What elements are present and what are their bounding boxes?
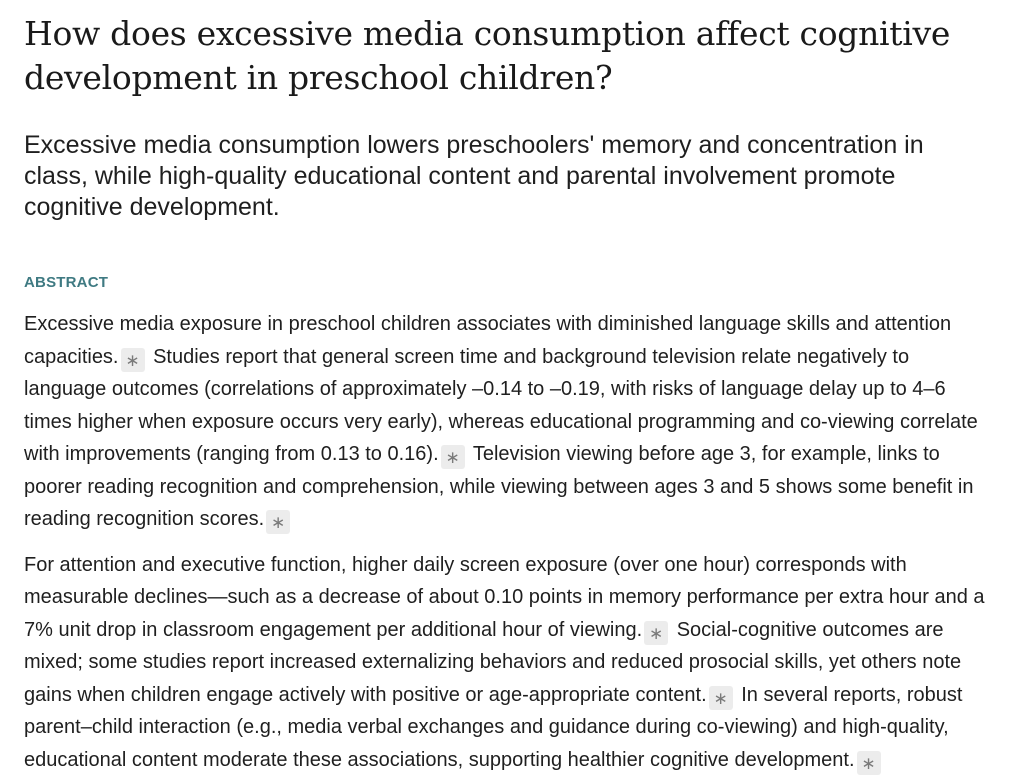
abstract-sentence: In several reports, robust parent–child interaction (e.g., media verbal exchanges and guidance during co-viewing) and high-quality, educational content moderate these associations, supporting healthier cognitive development. xyxy=(24,683,963,771)
abstract-sentence: Television viewing before age 3, for example, links to poorer reading recognition and comprehension, while viewing between ages 3 and 5 shows some benefit in reading recognition scores. xyxy=(24,443,974,530)
abstract-paragraph-1 xyxy=(24,308,992,536)
abstract-sentence: Studies report that general screen time and background television relate negatively to language outcomes (correlations of approximately –0.14 to –0.19, with risks of language delay up to 4–6 times higher when exposure occurs very early), whereas educational programming and co-viewing correlate with improvements (ranging from 0.13 to 0.16). xyxy=(24,345,978,465)
abstract-sentence: Excessive media exposure in preschool children associates with diminished language skills and attention capacities. xyxy=(24,313,952,368)
abstract-sentence: Social-cognitive outcomes are mixed; some studies report increased externalizing behaviors and reduced prosocial skills, yet others note gains when children engage actively with positive or age-appropriate content. xyxy=(24,618,962,706)
abstract-label: ABSTRACT xyxy=(24,274,109,291)
asterisk-icon[interactable]: ∗ xyxy=(709,686,733,710)
question-title: How does excessive media consumption affect cognitive development in preschool children? xyxy=(24,14,951,97)
asterisk-icon[interactable]: ∗ xyxy=(121,348,145,372)
asterisk-icon[interactable]: ∗ xyxy=(857,751,881,775)
asterisk-icon[interactable]: ∗ xyxy=(441,445,465,469)
asterisk-icon[interactable]: ∗ xyxy=(266,510,290,534)
asterisk-icon[interactable]: ∗ xyxy=(644,621,668,645)
abstract-sentence: For attention and executive function, higher daily screen exposure (over one hour) corresponds with measurable declines—such as a decrease of about 0.10 points in memory performance per extra hour and a 7% unit drop in classroom engagement per additional hour of viewing. xyxy=(24,553,985,641)
answer-summary: Excessive media consumption lowers preschoolers' memory and concentration in class, while high-quality educational content and parental involvement promote cognitive development. xyxy=(24,131,924,221)
result-page xyxy=(24,0,992,776)
abstract-paragraph-2 xyxy=(24,549,992,777)
